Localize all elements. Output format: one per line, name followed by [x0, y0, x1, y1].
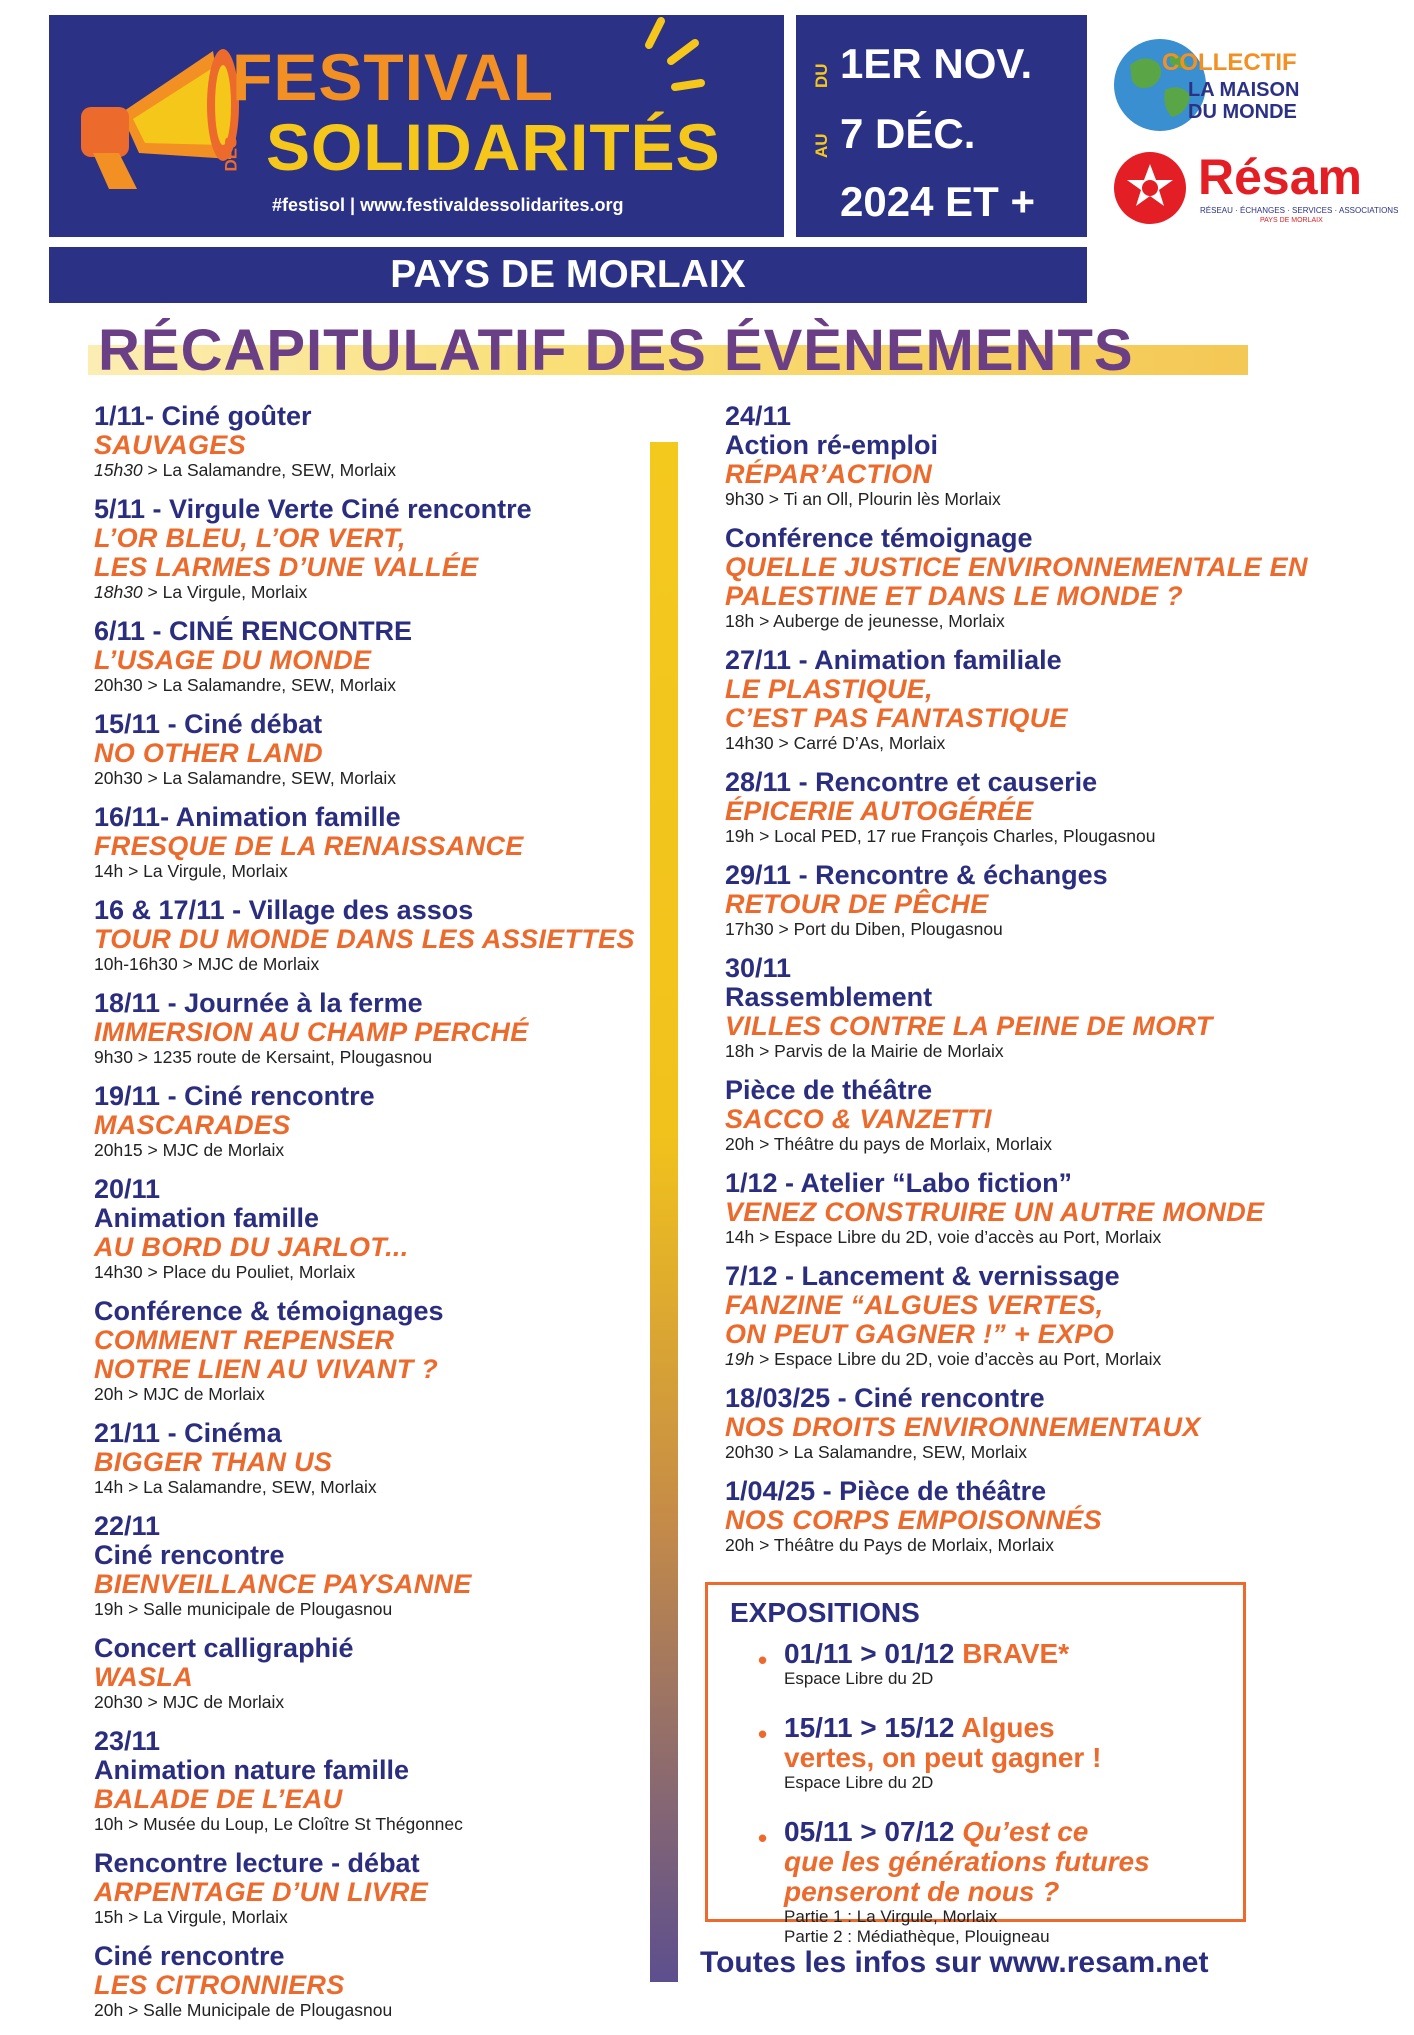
event-time: 20h30 [94, 1692, 143, 1712]
event-place: > La Salamandre, SEW, Morlaix [123, 1477, 377, 1497]
event-title: RÉPAR’ACTION [725, 459, 933, 489]
event-place: > Salle municipale de Plougasnou [123, 1599, 393, 1619]
collectif-logo [1110, 35, 1400, 135]
event-title: ON PEUT GAGNER !” + EXPO [725, 1319, 1115, 1349]
event-time: 17h30 [725, 919, 774, 939]
event-place: > 1235 route de Kersaint, Plougasnou [132, 1047, 433, 1067]
expo-title: penseront de nous ? [784, 1876, 1060, 1907]
event-time: 9h30 [94, 1047, 133, 1067]
event-location [94, 768, 654, 789]
event-heading: 16/11- Animation famille [94, 802, 401, 832]
event-time: 14h [94, 861, 124, 881]
event-time: 18h30 [94, 582, 143, 602]
event-place: > Port du Diben, Plougasnou [773, 919, 1003, 939]
event-location [725, 1134, 1325, 1155]
event-place: > La Virgule, Morlaix [123, 861, 288, 881]
event-heading: 22/11 [94, 1511, 161, 1541]
event-heading: 15/11 - Ciné débat [94, 709, 323, 739]
event-item [94, 1512, 654, 1620]
expo-dates: 15/11 > 15/12 [784, 1712, 955, 1743]
resam-sub: PAYS DE MORLAIX [1260, 217, 1323, 224]
event-place: > Théâtre du pays de Morlaix, Morlaix [754, 1134, 1053, 1154]
region-banner: PAYS DE MORLAIX [49, 247, 1087, 303]
event-heading: 20/11 [94, 1174, 161, 1204]
collectif-line2: LA MAISON [1188, 79, 1300, 101]
event-time: 19h [725, 826, 755, 846]
bullet-icon: • [758, 1719, 768, 1749]
event-title: LE PLASTIQUE, [725, 674, 933, 704]
des-label: DES [221, 136, 241, 172]
event-heading: Animation famille [94, 1203, 320, 1233]
event-time: 10h [94, 1814, 124, 1834]
event-title: NOTRE LIEN AU VIVANT ? [94, 1354, 439, 1384]
event-title: AU BORD DU JARLOT... [94, 1232, 409, 1262]
event-heading: 5/11 - Virgule Verte Ciné rencontre [94, 494, 532, 524]
event-item [94, 710, 654, 789]
event-title: SAUVAGES [94, 430, 246, 460]
expo-place: Partie 2 : Médiathèque, Plouigneau [784, 1927, 1050, 1946]
expo-place: Partie 1 : La Virgule, Morlaix [784, 1907, 998, 1926]
event-title: LES LARMES D’UNE VALLÉE [94, 552, 479, 582]
expo-item [758, 1816, 1150, 1947]
event-time: 20h30 [725, 1442, 774, 1462]
event-item [94, 803, 654, 882]
event-time: 19h [725, 1349, 755, 1369]
event-heading: 1/11- Ciné goûter [94, 401, 312, 431]
event-heading: 19/11 - Ciné rencontre [94, 1081, 375, 1111]
page-title: RÉCAPITULATIF DES ÉVÈNEMENTS [98, 318, 1134, 383]
event-location [94, 460, 654, 481]
event-time: 14h30 [725, 733, 774, 753]
event-heading: 21/11 - Cinéma [94, 1418, 282, 1448]
event-item [94, 1419, 654, 1498]
megaphone-icon [63, 41, 248, 191]
column-divider [650, 442, 678, 1982]
event-heading: 16 & 17/11 - Village des assos [94, 895, 474, 925]
event-place: > Salle Municipale de Plougasnou [123, 2000, 393, 2020]
event-place: > La Salamandre, SEW, Morlaix [142, 675, 397, 695]
event-heading: Pièce de théâtre [725, 1075, 933, 1105]
event-location [94, 1262, 654, 1283]
event-title: QUELLE JUSTICE ENVIRONNEMENTALE EN [725, 552, 1308, 582]
footer-info: Toutes les infos sur www.resam.net [700, 1946, 1209, 1979]
event-location [94, 861, 654, 882]
event-location [725, 1442, 1325, 1463]
festival-title-des [221, 126, 260, 186]
event-item [725, 861, 1325, 940]
expo-title: que les générations futures [784, 1846, 1150, 1877]
event-heading: Conférence témoignage [725, 523, 1033, 553]
event-title: NOS DROITS ENVIRONNEMENTAUX [725, 1412, 1201, 1442]
event-location [94, 1047, 654, 1068]
festival-title-line1: FESTIVAL [232, 40, 555, 114]
event-item [94, 989, 654, 1068]
event-location [725, 489, 1325, 510]
event-heading: 6/11 - CINÉ RENCONTRE [94, 616, 413, 646]
event-location [725, 1535, 1325, 1556]
event-time: 20h30 [94, 768, 143, 788]
expo-title: Algues [961, 1712, 1055, 1743]
event-place: > La Salamandre, SEW, Morlaix [142, 768, 397, 788]
event-place: > MJC de Morlaix [142, 1140, 285, 1160]
event-place: > Local PED, 17 rue François Charles, Plougasnou [754, 826, 1156, 846]
event-location [94, 1692, 654, 1713]
event-item [94, 1727, 654, 1835]
event-heading: 23/11 [94, 1726, 161, 1756]
event-time: 20h [94, 2000, 124, 2020]
event-heading: 28/11 - Rencontre et causerie [725, 767, 1098, 797]
event-place: > La Virgule, Morlaix [142, 582, 308, 602]
event-place: > Musée du Loup, Le Cloître St Thégonnec [123, 1814, 463, 1834]
resam-name: Résam [1198, 149, 1362, 205]
event-location [725, 1227, 1325, 1248]
event-location [725, 826, 1325, 847]
event-title: VENEZ CONSTRUIRE UN AUTRE MONDE [725, 1197, 1265, 1227]
event-location [94, 1907, 654, 1928]
collectif-line1: COLLECTIF [1162, 49, 1297, 76]
event-title: C’EST PAS FANTASTIQUE [725, 703, 1068, 733]
event-time: 14h30 [94, 1262, 143, 1282]
event-title: ÉPICERIE AUTOGÉRÉE [725, 796, 1034, 826]
event-item [94, 1849, 654, 1928]
event-item [725, 1076, 1325, 1155]
event-item [94, 1297, 654, 1405]
expositions-box [705, 1582, 1246, 1946]
date-line2: 7 DÉC. [840, 110, 976, 157]
expo-place: Espace Libre du 2D [784, 1773, 934, 1792]
expositions-heading: EXPOSITIONS [730, 1597, 920, 1628]
event-location [94, 2000, 654, 2021]
event-location [94, 954, 654, 975]
expo-title: BRAVE* [962, 1638, 1070, 1669]
event-item [725, 646, 1325, 754]
event-title: ARPENTAGE D’UN LIVRE [94, 1877, 429, 1907]
event-time: 20h15 [94, 1140, 143, 1160]
event-time: 20h [725, 1535, 755, 1555]
event-item [725, 402, 1325, 510]
event-title: LES CITRONNIERS [94, 1970, 345, 2000]
event-time: 9h30 [725, 489, 764, 509]
event-location [94, 1814, 654, 1835]
event-time: 18h [725, 611, 755, 631]
event-item [725, 768, 1325, 847]
bullet-icon: • [758, 1823, 768, 1853]
event-place: > MJC de Morlaix [123, 1384, 265, 1404]
event-title: BIGGER THAN US [94, 1447, 333, 1477]
festival-url: #festisol | www.festivaldessolidarites.org [272, 195, 624, 215]
event-location [94, 1384, 654, 1405]
event-item [725, 1477, 1325, 1556]
event-heading: 1/12 - Atelier “Labo fiction” [725, 1168, 1073, 1198]
event-title: WASLA [94, 1662, 193, 1692]
event-location [725, 611, 1325, 632]
event-location [725, 1349, 1325, 1370]
resam-logo [1110, 148, 1400, 228]
event-item [725, 1384, 1325, 1463]
event-item [725, 1169, 1325, 1248]
event-location [94, 582, 654, 603]
event-title: PALESTINE ET DANS LE MONDE ? [725, 581, 1183, 611]
event-location [94, 1140, 654, 1161]
event-item [94, 1175, 654, 1283]
event-heading: Concert calligraphié [94, 1633, 354, 1663]
event-title: NOS CORPS EMPOISONNÉS [725, 1505, 1102, 1535]
event-item [725, 954, 1325, 1062]
expo-place: Espace Libre du 2D [784, 1669, 934, 1688]
event-location [94, 1477, 654, 1498]
du-label: DU [812, 63, 831, 88]
event-heading: Animation nature famille [94, 1755, 410, 1785]
event-item [94, 495, 654, 603]
event-title: FANZINE “ALGUES VERTES, [725, 1290, 1104, 1320]
event-title: L’USAGE DU MONDE [94, 645, 372, 675]
expo-item [758, 1638, 1070, 1689]
left-events-column [94, 402, 654, 2035]
event-location [94, 675, 654, 696]
event-title: L’OR BLEU, L’OR VERT, [94, 523, 406, 553]
event-title: BIENVEILLANCE PAYSANNE [94, 1569, 472, 1599]
date-line1: 1ER NOV. [840, 40, 1033, 87]
event-location [725, 733, 1325, 754]
au-label: AU [812, 133, 831, 158]
event-time: 19h [94, 1599, 124, 1619]
event-place: > Auberge de jeunesse, Morlaix [754, 611, 1005, 631]
event-location [725, 919, 1325, 940]
event-place: > Carré D’As, Morlaix [773, 733, 946, 753]
event-item [94, 1082, 654, 1161]
event-place: > Parvis de la Mairie de Morlaix [754, 1041, 1004, 1061]
event-place: > Espace Libre du 2D, voie d’accès au Port, Morlaix [754, 1349, 1162, 1369]
event-time: 20h30 [94, 675, 143, 695]
expo-dates: 05/11 > 07/12 [784, 1816, 955, 1847]
resam-star-icon [1110, 148, 1190, 228]
event-heading: Rencontre lecture - débat [94, 1848, 420, 1878]
event-heading: Rassemblement [725, 982, 933, 1012]
event-item [94, 402, 654, 481]
event-title: TOUR DU MONDE DANS LES ASSIETTES [94, 924, 635, 954]
event-time: 15h [94, 1907, 124, 1927]
bullet-icon: • [758, 1645, 768, 1675]
event-location [94, 1599, 654, 1620]
event-place: > La Virgule, Morlaix [123, 1907, 288, 1927]
event-place: > La Salamandre, SEW, Morlaix [773, 1442, 1028, 1462]
event-title: VILLES CONTRE LA PEINE DE MORT [725, 1011, 1213, 1041]
event-time: 10h-16h30 [94, 954, 178, 974]
event-item [725, 1262, 1325, 1370]
event-place: > Espace Libre du 2D, voie d’accès au Port, Morlaix [754, 1227, 1162, 1247]
event-title: MASCARADES [94, 1110, 291, 1140]
event-title: RETOUR DE PÊCHE [725, 889, 989, 919]
event-heading: 18/03/25 - Ciné rencontre [725, 1383, 1045, 1413]
event-item [94, 617, 654, 696]
event-title: IMMERSION AU CHAMP PERCHÉ [94, 1017, 529, 1047]
expo-title: Qu’est ce [962, 1816, 1089, 1847]
event-title: COMMENT REPENSER [94, 1325, 395, 1355]
event-heading: 30/11 [725, 953, 792, 983]
event-place: > Théâtre du Pays de Morlaix, Morlaix [754, 1535, 1054, 1555]
event-time: 18h [725, 1041, 755, 1061]
event-time: 15h30 [94, 460, 143, 480]
collectif-line3: DU MONDE [1188, 101, 1297, 123]
event-time: 14h [94, 1477, 124, 1497]
event-heading: 18/11 - Journée à la ferme [94, 988, 423, 1018]
festival-title-line2: SOLIDARITÉS [266, 110, 721, 184]
event-place: > MJC de Morlaix [177, 954, 320, 974]
event-time: 14h [725, 1227, 755, 1247]
event-heading: 29/11 - Rencontre & échanges [725, 860, 1108, 890]
event-title: BALADE DE L’EAU [94, 1784, 343, 1814]
event-heading: 7/12 - Lancement & vernissage [725, 1261, 1120, 1291]
right-events-column [725, 402, 1325, 1570]
event-place: > Place du Pouliet, Morlaix [142, 1262, 356, 1282]
event-location [725, 1041, 1325, 1062]
event-item [94, 1634, 654, 1713]
event-item [725, 524, 1325, 632]
event-place: > Ti an Oll, Plourin lès Morlaix [763, 489, 1001, 509]
event-time: 20h [725, 1134, 755, 1154]
expo-dates-title [784, 1713, 1101, 1743]
resam-tagline: RÉSEAU · ÉCHANGES · SERVICES · ASSOCIATIONS [1200, 206, 1399, 215]
event-place: > MJC de Morlaix [142, 1692, 285, 1712]
event-item [94, 896, 654, 975]
event-item [94, 1942, 654, 2021]
sound-lines-icon [639, 15, 709, 105]
event-place: > La Salamandre, SEW, Morlaix [142, 460, 397, 480]
event-heading: 27/11 - Animation familiale [725, 645, 1062, 675]
expo-dates: 01/11 > 01/12 [784, 1638, 955, 1669]
event-heading: Conférence & témoignages [94, 1296, 444, 1326]
event-heading: Ciné rencontre [94, 1941, 285, 1971]
event-title: NO OTHER LAND [94, 738, 323, 768]
event-title: SACCO & VANZETTI [725, 1104, 992, 1134]
event-heading: 24/11 [725, 401, 792, 431]
date-line3: 2024 ET + [840, 178, 1035, 225]
event-heading: Ciné rencontre [94, 1540, 285, 1570]
event-time: 20h [94, 1384, 124, 1404]
event-heading: 1/04/25 - Pièce de théâtre [725, 1476, 1047, 1506]
expo-item [758, 1712, 1102, 1793]
event-heading: Action ré-emploi [725, 430, 939, 460]
expo-title: vertes, on peut gagner ! [784, 1742, 1102, 1773]
expo-dates-title [784, 1639, 1069, 1669]
expo-dates-title [784, 1817, 1150, 1847]
event-title: FRESQUE DE LA RENAISSANCE [94, 831, 524, 861]
